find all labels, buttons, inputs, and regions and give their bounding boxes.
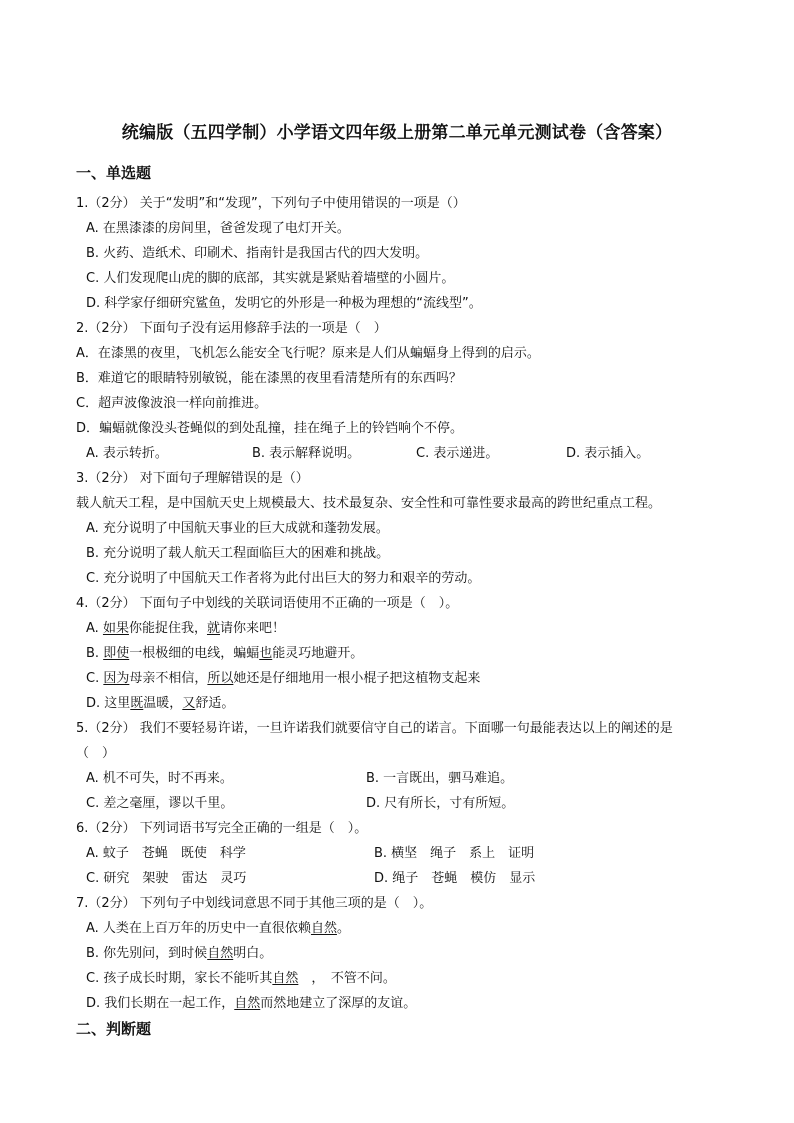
question-6-option-d: D. 绳子 苍蝇 模仿 显示 xyxy=(374,871,536,886)
underlined-word: 即使 xyxy=(103,646,130,661)
question-2-option-a: A．在漆黑的夜里，飞机怎么能安全飞行呢？原来是人们从蝙蝠身上得到的启示。 xyxy=(76,346,540,361)
question-7-option-c xyxy=(86,970,396,988)
text-segment: 明白。 xyxy=(233,946,273,961)
text-segment: A. xyxy=(86,621,103,636)
question-7-option-a xyxy=(86,920,350,938)
question-5-option-a: A. 机不可失，时不再来。 xyxy=(86,771,233,786)
question-4-option-d xyxy=(86,695,234,713)
text-segment: 请你来吧！ xyxy=(219,621,285,636)
section-heading-true-false: 二、判断题 xyxy=(76,1020,152,1038)
text-segment: B. 你先别问，到时候 xyxy=(86,946,208,961)
text-segment: D. 这里 xyxy=(86,696,131,711)
question-3-sentence: 载人航天工程，是中国航天史上规模最大、技术最复杂、安全性和可靠性要求最高的跨世纪重点工程。 xyxy=(76,496,662,511)
question-3-stem: 3.（2分） 对下面句子理解错误的是（） xyxy=(76,471,309,486)
underlined-word: 如果 xyxy=(102,621,129,636)
question-4-option-a xyxy=(86,620,285,638)
question-1-stem: 1.（2分） 关于“发明”和“发现”，下列句子中使用错误的一项是（） xyxy=(76,196,466,211)
underlined-word: 因为 xyxy=(103,671,130,686)
text-segment: 一根极细的电线，蝙蝠 xyxy=(129,646,260,661)
text-segment: C. xyxy=(86,671,104,686)
underlined-word: 就 xyxy=(206,621,220,636)
text-segment: B. xyxy=(86,646,104,661)
question-1-option-c: C. 人们发现爬山虎的脚的底部，其实就是紧贴着墙壁的小圆片。 xyxy=(86,271,455,286)
question-2-extra-option-a: A. 表示转折。 xyxy=(86,446,168,461)
text-segment: 能灵巧地避开。 xyxy=(272,646,364,661)
question-6-option-b: B. 横坚 绳子 系上 证明 xyxy=(374,846,535,861)
question-3-option-a: A. 充分说明了中国航天事业的巨大成就和蓬勃发展。 xyxy=(86,521,389,536)
question-2-option-b: B．难道它的眼睛特别敏锐，能在漆黑的夜里看清楚所有的东西吗？ xyxy=(76,371,462,386)
question-7-stem: 7.（2分） 下列句子中划线词意思不同于其他三项的是（ ）。 xyxy=(76,896,433,911)
text-segment: 而然地建立了深厚的友谊。 xyxy=(260,996,417,1011)
question-5-option-d: D. 尺有所长，寸有所短。 xyxy=(366,796,515,811)
question-2-option-c: C．超声波像波浪一样向前推进。 xyxy=(76,396,268,411)
question-4-stem: 4.（2分） 下面句子中划线的关联词语使用不正确的一项是（ ）。 xyxy=(76,596,459,611)
question-6-option-c: C. 研究 架驶 雷达 灵巧 xyxy=(86,871,247,886)
underlined-word: 自然 xyxy=(234,996,261,1011)
question-2-extra-option-c: C. 表示递进。 xyxy=(416,446,499,461)
question-5-stem: 5.（2分） 我们不要轻易许诺，一旦许诺我们就要信守自己的诺言。下面哪一句最能表达以上的阐述的是 xyxy=(76,721,673,736)
document-title: 统编版（五四学制）小学语文四年级上册第二单元单元测试卷（含答案） xyxy=(121,123,673,143)
question-2-stem: 2.（2分） 下面句子没有运用修辞手法的一项是（ ） xyxy=(76,321,387,336)
question-1-option-b: B. 火药、造纸术、印刷术、指南针是我国古代的四大发明。 xyxy=(86,246,429,261)
underlined-word: 也 xyxy=(259,646,273,661)
question-2-extra-option-b: B. 表示解释说明。 xyxy=(252,446,361,461)
question-4-option-c xyxy=(86,670,480,688)
text-segment: 母亲不相信， xyxy=(129,671,208,686)
text-segment: ， 不管不问。 xyxy=(298,971,396,986)
text-segment: 舒适。 xyxy=(195,696,235,711)
question-5-option-c: C. 差之毫厘，谬以千里。 xyxy=(86,796,234,811)
question-1-option-d: D. 科学家仔细研究鲨鱼，发明它的外形是一种极为理想的“流线型”。 xyxy=(86,296,482,311)
question-3-option-b: B. 充分说明了载人航天工程面临巨大的困难和挑战。 xyxy=(86,546,390,561)
underlined-word: 自然 xyxy=(272,971,299,986)
question-5-stem-continued: （ ） xyxy=(76,746,116,761)
text-segment: 。 xyxy=(336,921,350,936)
question-5-option-b: B. 一言既出，驷马难追。 xyxy=(366,771,514,786)
question-6-option-a: A. 蚊子 苍蝇 既使 科学 xyxy=(86,846,246,861)
question-7-option-b xyxy=(86,945,272,963)
underlined-word: 自然 xyxy=(207,946,234,961)
text-segment: 温暖， xyxy=(143,696,183,711)
text-segment: C. 孩子成长时期，家长不能听其 xyxy=(86,971,273,986)
section-heading-single-choice: 一、单选题 xyxy=(76,164,152,182)
question-1-option-a: A. 在黑漆漆的房间里，爸爸发现了电灯开关。 xyxy=(86,221,350,236)
underlined-word: 自然 xyxy=(310,921,337,936)
question-2-extra-option-d: D. 表示插入。 xyxy=(566,446,650,461)
text-segment: D. 我们长期在一起工作， xyxy=(86,996,235,1011)
question-3-option-c: C. 充分说明了中国航天工作者将为此付出巨大的努力和艰辛的劳动。 xyxy=(86,571,481,586)
text-segment: 她还是仔细地用一根小棍子把这植物支起来 xyxy=(233,671,481,686)
question-6-stem: 6.（2分） 下列词语书写完全正确的一组是（ ）。 xyxy=(76,821,368,836)
question-7-option-d xyxy=(86,995,416,1013)
underlined-word: 既 xyxy=(130,696,144,711)
text-segment: A. 人类在上百万年的历史中一直很依赖 xyxy=(86,921,311,936)
underlined-word: 又 xyxy=(182,696,196,711)
underlined-word: 所以 xyxy=(207,671,234,686)
question-4-option-b xyxy=(86,645,363,663)
text-segment: 你能捉住我， xyxy=(128,621,207,636)
question-2-option-d: D．蝙蝠就像没头苍蝇似的到处乱撞，挂在绳子上的铃铛响个不停。 xyxy=(76,421,464,436)
